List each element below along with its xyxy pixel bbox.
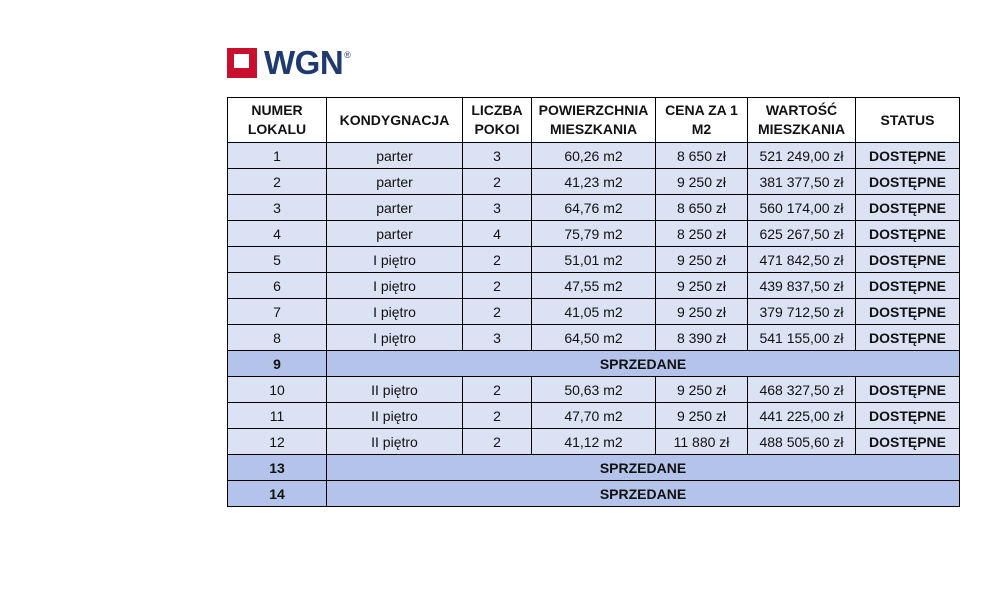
cell-wartosc: 379 712,50 zł xyxy=(748,299,856,325)
header-row xyxy=(228,98,960,143)
table-row xyxy=(228,351,960,377)
cell-cena: 9 250 zł xyxy=(656,403,748,429)
cell-sold-status: SPRZEDANE xyxy=(327,481,960,507)
cell-numer: 12 xyxy=(228,429,327,455)
cell-numer: 3 xyxy=(228,195,327,221)
cell-powierzchnia: 41,23 m2 xyxy=(532,169,656,195)
cell-powierzchnia: 47,70 m2 xyxy=(532,403,656,429)
cell-numer: 13 xyxy=(228,455,327,481)
cell-wartosc: 381 377,50 zł xyxy=(748,169,856,195)
cell-powierzchnia: 51,01 m2 xyxy=(532,247,656,273)
cell-powierzchnia: 75,79 m2 xyxy=(532,221,656,247)
table-row xyxy=(228,325,960,351)
cell-powierzchnia: 41,12 m2 xyxy=(532,429,656,455)
cell-cena: 9 250 zł xyxy=(656,273,748,299)
cell-kondygnacja: parter xyxy=(327,221,463,247)
table-row xyxy=(228,429,960,455)
cell-kondygnacja: parter xyxy=(327,195,463,221)
cell-cena: 8 250 zł xyxy=(656,221,748,247)
cell-liczba-pokoi: 3 xyxy=(463,143,532,169)
cell-liczba-pokoi: 2 xyxy=(463,247,532,273)
cell-status: DOSTĘPNE xyxy=(856,247,960,273)
cell-wartosc: 625 267,50 zł xyxy=(748,221,856,247)
cell-cena: 8 650 zł xyxy=(656,195,748,221)
table-row xyxy=(228,247,960,273)
cell-powierzchnia: 47,55 m2 xyxy=(532,273,656,299)
table-row xyxy=(228,455,960,481)
cell-wartosc: 468 327,50 zł xyxy=(748,377,856,403)
cell-liczba-pokoi: 2 xyxy=(463,429,532,455)
table-row xyxy=(228,481,960,507)
table-row xyxy=(228,403,960,429)
cell-numer: 10 xyxy=(228,377,327,403)
cell-kondygnacja: II piętro xyxy=(327,429,463,455)
header-cena-za-m2: CENA ZA 1 M2 xyxy=(656,98,748,143)
wgn-square-logo-icon xyxy=(227,48,257,78)
cell-status: DOSTĘPNE xyxy=(856,429,960,455)
cell-kondygnacja: parter xyxy=(327,169,463,195)
cell-cena: 9 250 zł xyxy=(656,377,748,403)
cell-cena: 9 250 zł xyxy=(656,299,748,325)
cell-sold-status: SPRZEDANE xyxy=(327,455,960,481)
cell-wartosc: 471 842,50 zł xyxy=(748,247,856,273)
cell-kondygnacja: I piętro xyxy=(327,299,463,325)
cell-sold-status: SPRZEDANE xyxy=(327,351,960,377)
cell-wartosc: 439 837,50 zł xyxy=(748,273,856,299)
cell-liczba-pokoi: 2 xyxy=(463,403,532,429)
cell-kondygnacja: II piętro xyxy=(327,403,463,429)
cell-powierzchnia: 64,76 m2 xyxy=(532,195,656,221)
cell-status: DOSTĘPNE xyxy=(856,143,960,169)
cell-liczba-pokoi: 3 xyxy=(463,325,532,351)
cell-status: DOSTĘPNE xyxy=(856,169,960,195)
table-row xyxy=(228,143,960,169)
header-liczba-pokoi: LICZBA POKOI xyxy=(463,98,532,143)
header-wartosc: WARTOŚĆ MIESZKANIA xyxy=(748,98,856,143)
cell-cena: 9 250 zł xyxy=(656,169,748,195)
cell-powierzchnia: 41,05 m2 xyxy=(532,299,656,325)
cell-status: DOSTĘPNE xyxy=(856,403,960,429)
header-kondygnacja: KONDYGNACJA xyxy=(327,98,463,143)
cell-kondygnacja: I piętro xyxy=(327,273,463,299)
cell-numer: 5 xyxy=(228,247,327,273)
cell-liczba-pokoi: 2 xyxy=(463,273,532,299)
cell-status: DOSTĘPNE xyxy=(856,195,960,221)
logo-text: WGN xyxy=(264,44,344,81)
cell-numer: 7 xyxy=(228,299,327,325)
table-row xyxy=(228,221,960,247)
cell-wartosc: 521 249,00 zł xyxy=(748,143,856,169)
cell-numer: 6 xyxy=(228,273,327,299)
cell-numer: 9 xyxy=(228,351,327,377)
cell-status: DOSTĘPNE xyxy=(856,377,960,403)
table-row xyxy=(228,169,960,195)
wgn-logo xyxy=(227,44,351,81)
units-table xyxy=(227,97,960,507)
table-row xyxy=(228,299,960,325)
table-row xyxy=(228,195,960,221)
cell-wartosc: 541 155,00 zł xyxy=(748,325,856,351)
cell-numer: 11 xyxy=(228,403,327,429)
cell-kondygnacja: II piętro xyxy=(327,377,463,403)
cell-kondygnacja: parter xyxy=(327,143,463,169)
cell-kondygnacja: I piętro xyxy=(327,325,463,351)
cell-numer: 2 xyxy=(228,169,327,195)
cell-cena: 9 250 zł xyxy=(656,247,748,273)
header-numer-lokalu: NUMER LOKALU xyxy=(228,98,327,143)
header-status: STATUS xyxy=(856,98,960,143)
cell-status: DOSTĘPNE xyxy=(856,273,960,299)
cell-status: DOSTĘPNE xyxy=(856,325,960,351)
cell-status: DOSTĘPNE xyxy=(856,299,960,325)
cell-powierzchnia: 64,50 m2 xyxy=(532,325,656,351)
cell-cena: 8 390 zł xyxy=(656,325,748,351)
cell-status: DOSTĘPNE xyxy=(856,221,960,247)
cell-liczba-pokoi: 4 xyxy=(463,221,532,247)
cell-wartosc: 488 505,60 zł xyxy=(748,429,856,455)
cell-numer: 14 xyxy=(228,481,327,507)
table-row xyxy=(228,377,960,403)
cell-liczba-pokoi: 2 xyxy=(463,169,532,195)
cell-numer: 1 xyxy=(228,143,327,169)
cell-numer: 8 xyxy=(228,325,327,351)
cell-cena: 11 880 zł xyxy=(656,429,748,455)
cell-powierzchnia: 50,63 m2 xyxy=(532,377,656,403)
cell-kondygnacja: I piętro xyxy=(327,247,463,273)
cell-liczba-pokoi: 2 xyxy=(463,299,532,325)
header-powierzchnia: POWIERZCHNIA MIESZKANIA xyxy=(532,98,656,143)
cell-liczba-pokoi: 3 xyxy=(463,195,532,221)
registered-mark: ® xyxy=(344,50,351,60)
cell-liczba-pokoi: 2 xyxy=(463,377,532,403)
cell-wartosc: 560 174,00 zł xyxy=(748,195,856,221)
table-row xyxy=(228,273,960,299)
cell-powierzchnia: 60,26 m2 xyxy=(532,143,656,169)
cell-cena: 8 650 zł xyxy=(656,143,748,169)
cell-numer: 4 xyxy=(228,221,327,247)
cell-wartosc: 441 225,00 zł xyxy=(748,403,856,429)
